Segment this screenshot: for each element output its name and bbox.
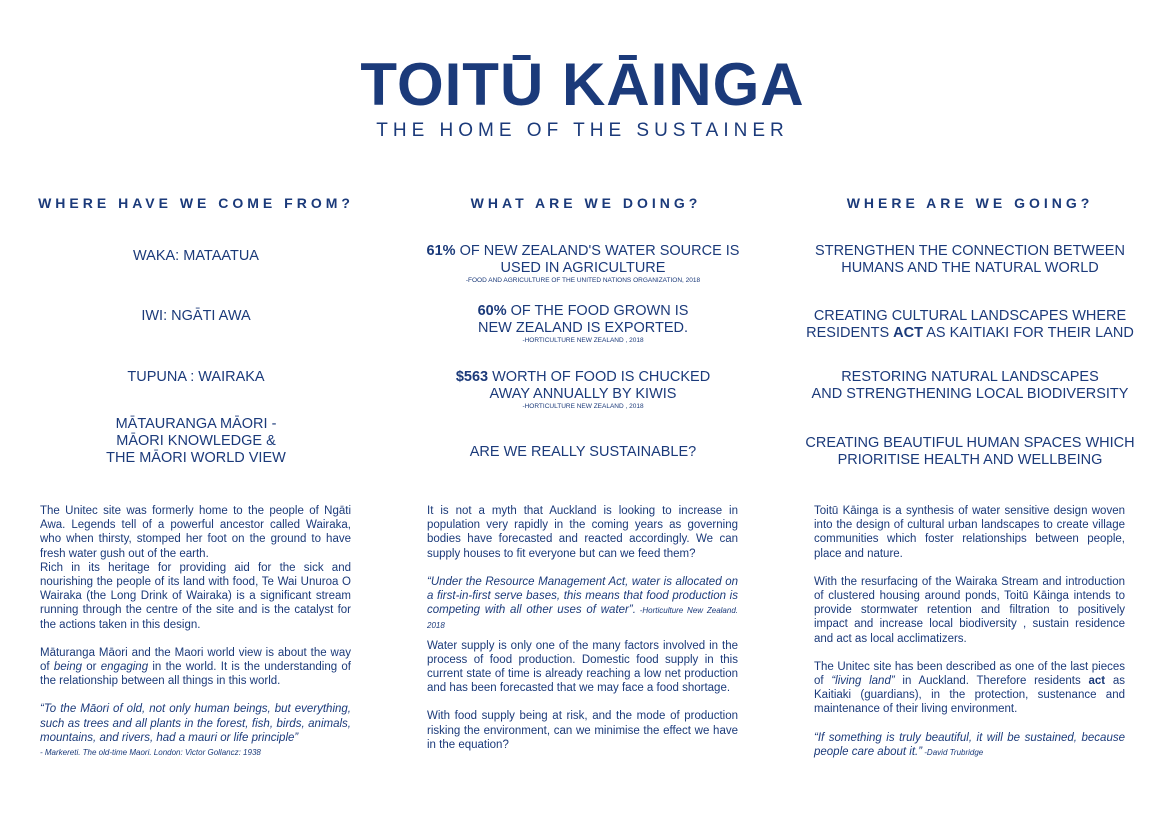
stat-waste-citation: -HORTICULTURE NEW ZEALAND , 2018 <box>522 403 644 410</box>
left-quote-citation: - Markereti. The old-time Maori. London: Victor Gollancz: 1938 <box>40 748 261 758</box>
stat-water-bold: 61% <box>426 243 456 259</box>
right-p3-act: act <box>1088 675 1106 688</box>
goal-restoring <box>800 369 1140 403</box>
goal-cultural-act: ACT <box>893 325 923 341</box>
left-quote <box>40 702 351 760</box>
right-quote <box>814 731 1125 760</box>
left-paragraph-2: Rich in its heritage for providing aid for the sick and nourishing the people of its land with food, Te Wai Unuroa O Wairaka (the Long Drink of Wairaka) is a significant stream running through the centre of the site and is the catalyst for the actions taken in this design. <box>40 561 351 631</box>
stat-waste-line1: WORTH OF FOOD IS CHUCKED <box>488 369 711 385</box>
right-p3-text-a: The Unitec site has been described as one of the last pieces of <box>814 660 1125 688</box>
sustainability-question: ARE WE REALLY SUSTAINABLE? <box>469 444 697 460</box>
right-quote-citation: -David Trubridge <box>922 747 984 757</box>
left-item-iwi: IWI: NGĀTI AWA <box>141 308 251 324</box>
goal-connection-line1: STRENGTHEN THE CONNECTION BETWEEN <box>815 243 1125 259</box>
left-p3-being: being <box>53 661 82 674</box>
goal-human-line2: PRIORITISE HEALTH AND WELLBEING <box>837 452 1103 468</box>
right-p3-text-c: in Auckland. Therefore residents <box>894 675 1089 688</box>
left-p3-text-e: in the world. It is the understanding of the relationship between all things in this world. <box>40 661 351 688</box>
stat-water-citation: -FOOD AND AGRICULTURE OF THE UNITED NATIONS ORGANIZATION, 2018 <box>465 277 701 284</box>
stat-food-waste <box>400 369 766 411</box>
goal-cultural-landscapes <box>800 308 1140 342</box>
left-item-matauranga <box>36 416 356 467</box>
middle-quote-citation: -Horticulture New Zealand. 2018 <box>427 606 738 631</box>
right-paragraph-1: Toitū Kāinga is a synthesis of water sensitive design woven into the design of cultural urban landscapes to create village communities which foster relationships between people, place and nature. <box>814 505 1125 560</box>
goal-cultural-line1: CREATING CULTURAL LANDSCAPES WHERE <box>813 308 1127 324</box>
right-p3-living-land: “living land” <box>831 675 895 688</box>
right-paragraph-3 <box>814 660 1125 717</box>
stat-exported-line2: NEW ZEALAND IS EXPORTED. <box>477 320 689 336</box>
left-item-waka: WAKA: MATAATUA <box>133 248 259 264</box>
goal-cultural-line2c: AS KAITIAKI FOR THEIR LAND <box>922 325 1134 341</box>
left-item-matauranga-line2: MĀORI KNOWLEDGE & <box>116 433 276 449</box>
middle-paragraph-1: It is not a myth that Auckland is looking to increase in population very rapidly in the coming years as governing bodies have forecasted and reacted accordingly. We can supply houses to fit everyone but can we feed them? <box>427 505 738 560</box>
stat-exported-citation: -HORTICULTURE NEW ZEALAND , 2018 <box>522 337 644 344</box>
right-column-heading: WHERE ARE WE GOING? <box>846 195 1094 211</box>
stat-exported-bold: 60% <box>477 303 507 319</box>
left-quote-text: “To the Māori of old, not only human beings, but everything, such as trees and all plants in the forest, fish, birds, animals, mountains, and rivers, had a mauri or life principle” <box>40 703 351 744</box>
goal-connection <box>800 243 1140 277</box>
right-paragraph-2: With the resurfacing of the Wairaka Stream and introduction of clustered housing around ponds, Toitū Kāinga intends to provide stormwater retention and filtration to positively impact and increase local biodiversity , sustain residence and act as local acclimatizers. <box>814 575 1125 645</box>
left-item-matauranga-line1: MĀTAURANGA MĀORI - <box>115 416 277 432</box>
middle-quote-text: “Under the Resource Management Act, water is allocated on a first-in-first serve bases, this means that food production is competing with all other uses of water”. <box>427 575 738 617</box>
page-title: TOITŪ KĀINGA <box>360 51 805 118</box>
left-p3-engaging: engaging <box>100 661 149 674</box>
right-p3-text-e: as Kaitiaki (guardians), in the protection, sustenance and maintenance of their living environment. <box>814 675 1125 716</box>
goal-human-spaces <box>800 435 1140 469</box>
stat-water-source <box>400 243 766 285</box>
goal-human-line1: CREATING BEAUTIFUL HUMAN SPACES WHICH <box>805 435 1135 451</box>
left-item-tupuna: TUPUNA : WAIRAKA <box>127 369 265 385</box>
left-item-matauranga-line3: THE MĀORI WORLD VIEW <box>106 450 286 466</box>
stat-water-line2: USED IN AGRICULTURE <box>500 260 666 276</box>
middle-paragraph-3: With food supply being at risk, and the mode of production risking the environment, can we minimise the effect we have in the equation? <box>427 710 738 751</box>
stat-food-exported <box>400 303 766 345</box>
middle-quote <box>427 575 738 634</box>
stat-waste-line2: AWAY ANNUALLY BY KIWIS <box>489 386 677 402</box>
goal-cultural-line2a: RESIDENTS <box>806 325 894 341</box>
goal-restoring-line2: AND STRENGTHENING LOCAL BIODIVERSITY <box>811 386 1129 402</box>
middle-column-heading: WHAT ARE WE DOING? <box>470 195 702 211</box>
right-quote-text: “If something is truly beautiful, it will be sustained, because people care about it.” <box>814 731 1125 758</box>
left-p3-text-c: or <box>82 661 101 674</box>
right-body <box>814 504 1125 760</box>
stat-exported-line1: OF THE FOOD GROWN IS <box>506 303 689 319</box>
middle-body <box>427 504 738 752</box>
left-column-heading: WHERE HAVE WE COME FROM? <box>38 195 354 211</box>
left-p3-text-a: Māturanga Māori and the Maori world view is about the way of <box>40 646 351 674</box>
stat-waste-bold: $563 <box>455 369 489 385</box>
goal-restoring-line1: RESTORING NATURAL LANDSCAPES <box>841 369 1099 385</box>
goal-connection-line2: HUMANS AND THE NATURAL WORLD <box>841 260 1099 276</box>
stat-water-line1: OF NEW ZEALAND'S WATER SOURCE IS <box>455 243 740 259</box>
left-body <box>40 504 351 760</box>
left-paragraph-3 <box>40 646 351 689</box>
middle-paragraph-2: Water supply is only one of the many factors involved in the process of food production. Domestic food supply in this current state of time is already reaching a low net production and has been forecasted that we may face a food shortage. <box>427 639 738 695</box>
page-subtitle: THE HOME OF THE SUSTAINER <box>376 120 789 141</box>
left-paragraph-1: The Unitec site was formerly home to the people of Ngāti Awa. Legends tell of a powerful ancestor called Wairaka, who when thirsty, stomped her foot on the ground to have fresh water gush out of the earth. <box>40 505 351 560</box>
